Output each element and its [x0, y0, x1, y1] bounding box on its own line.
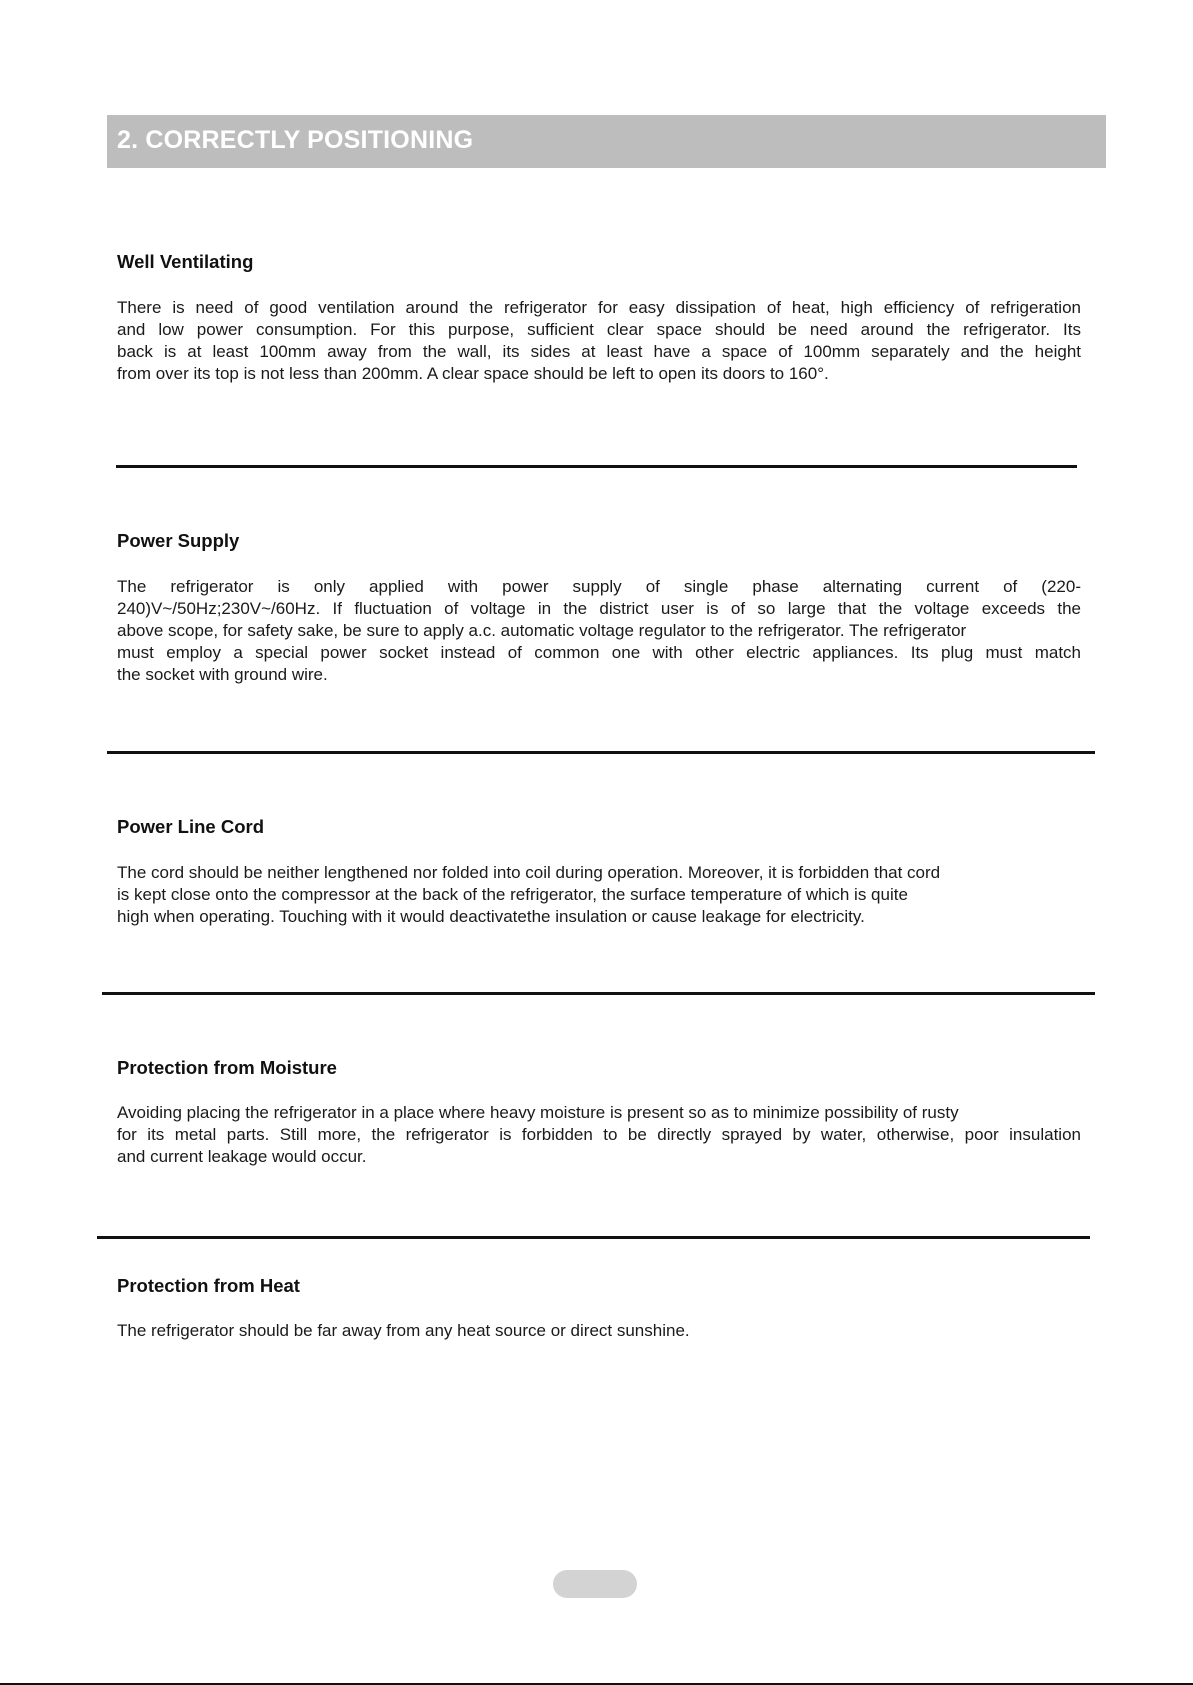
- section-body-protection-from-moisture: [117, 1102, 1081, 1168]
- section-heading-power-line-cord: Power Line Cord: [117, 816, 264, 837]
- section-divider: [97, 1236, 1090, 1239]
- body-line: above scope, for safety sake, be sure to apply a.c. automatic voltage regulator to the refrigerator. The refrigerator: [117, 621, 967, 640]
- body-line: The cord should be neither lengthened nor folded into coil during operation. Moreover, it is forbidden that cord: [117, 863, 941, 882]
- section-title-bar: [107, 115, 1106, 168]
- body-line: back is at least 100mm away from the wall, its sides at least have a space of 100mm separately and the height: [117, 342, 1081, 361]
- section-heading-well-ventilating: Well Ventilating: [117, 251, 254, 272]
- page-number-pill: [553, 1570, 637, 1598]
- body-line: from over its top is not less than 200mm. A clear space should be left to open its doors to 160°.: [117, 364, 829, 383]
- section-heading-protection-from-moisture: Protection from Moisture: [117, 1057, 337, 1078]
- body-line: and low power consumption. For this purpose, sufficient clear space should be need around the refrigerator. Its: [117, 320, 1081, 339]
- page-title: 2. CORRECTLY POSITIONING: [117, 126, 474, 154]
- body-line: for its metal parts. Still more, the refrigerator is forbidden to be directly sprayed by water, otherwise, poor insulation: [117, 1125, 1081, 1144]
- body-line: The refrigerator should be far away from any heat source or direct sunshine.: [117, 1321, 690, 1340]
- body-line: high when operating. Touching with it would deactivatethe insulation or cause leakage for electricity.: [117, 907, 865, 926]
- body-line: and current leakage would occur.: [117, 1147, 367, 1166]
- section-body-well-ventilating: [117, 297, 1081, 385]
- section-body-power-supply: [117, 576, 1081, 686]
- section-divider: [116, 465, 1077, 468]
- section-body-protection-from-heat: [117, 1320, 1081, 1342]
- body-line: the socket with ground wire.: [117, 665, 328, 684]
- section-divider: [107, 751, 1095, 754]
- body-line: 240)V~/50Hz;230V~/60Hz. If fluctuation of voltage in the district user is of so large that the voltage exceeds the: [117, 599, 1081, 618]
- body-line: must employ a special power socket instead of common one with other electric appliances. Its plug must match: [117, 643, 1081, 662]
- body-line: is kept close onto the compressor at the back of the refrigerator, the surface temperature of which is quite: [117, 885, 908, 904]
- section-body-power-line-cord: [117, 862, 1081, 928]
- body-line: Avoiding placing the refrigerator in a place where heavy moisture is present so as to minimize possibility of rusty: [117, 1103, 959, 1122]
- section-heading-power-supply: Power Supply: [117, 530, 240, 551]
- section-heading-protection-from-heat: Protection from Heat: [117, 1275, 300, 1296]
- body-line: The refrigerator is only applied with power supply of single phase alternating current of (220-: [117, 577, 1081, 596]
- section-divider: [102, 992, 1095, 995]
- body-line: There is need of good ventilation around the refrigerator for easy dissipation of heat, high efficiency of refrigeration: [117, 298, 1081, 317]
